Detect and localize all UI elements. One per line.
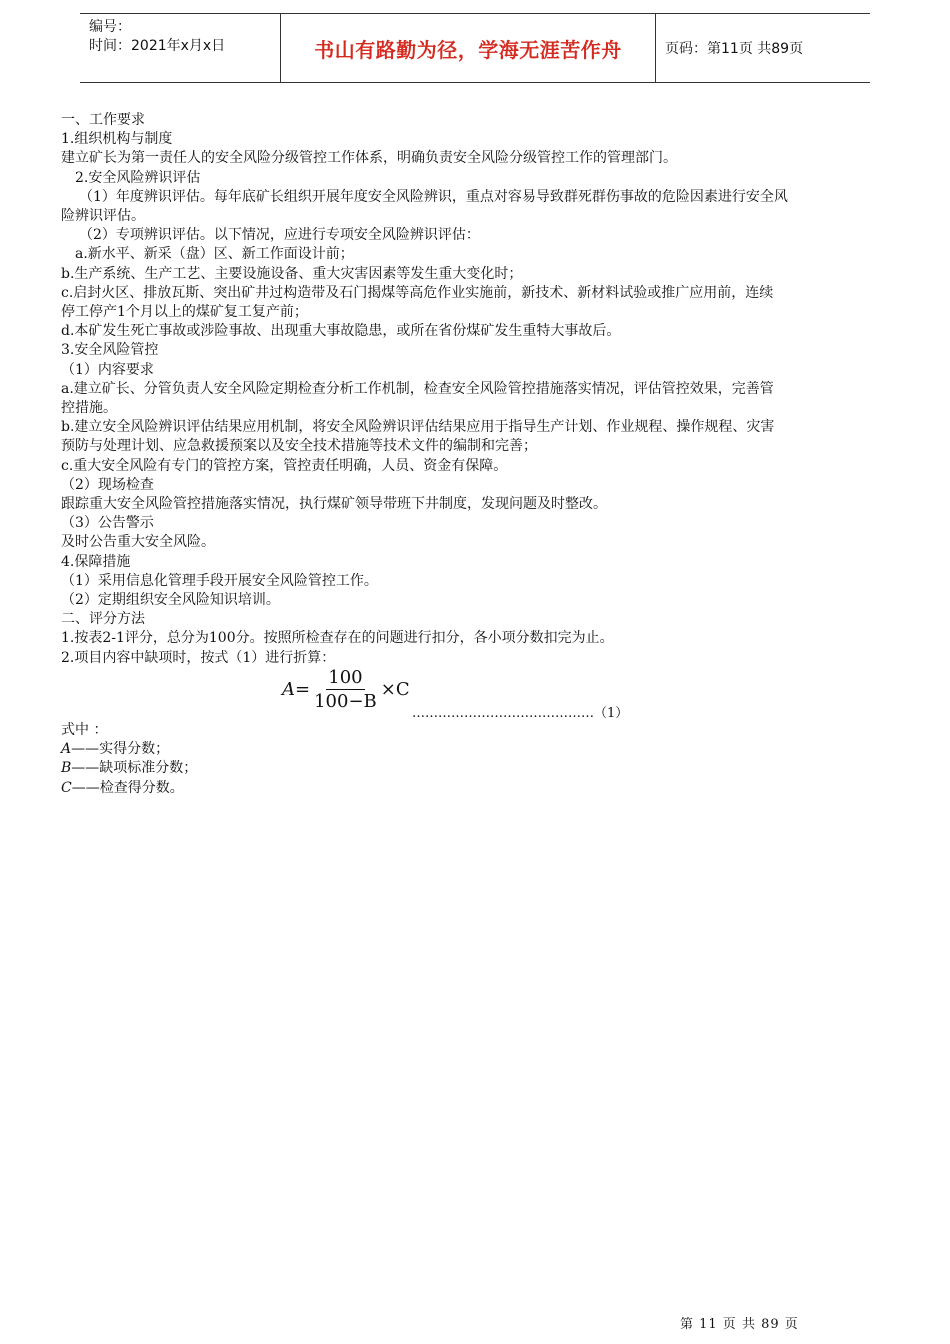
list-item-continued: 预防与处理计划、应急救援预案以及安全技术措施等技术文件的编制和完善； <box>61 438 537 455</box>
formula-times: ×C <box>380 679 410 700</box>
list-item: b.生产系统、生产工艺、主要设施设备、重大灾害因素等发生重大变化时； <box>61 265 523 282</box>
list-item: c.重大安全风险有专门的管控方案，管控责任明确，人员、资金有保障。 <box>61 457 508 474</box>
list-item: d.本矿发生死亡事故或涉险事故、出现重大事故隐患，或所在省份煤矿发生重特大事故后。 <box>61 323 621 340</box>
variable-intro: 式中 ： <box>61 722 108 738</box>
variable-definitions <box>61 721 197 798</box>
paragraph: 建立矿长为第一责任人的安全风险分级管控工作体系，明确负责安全风险分级管控工作的管理部门。 <box>61 150 677 167</box>
number-label: 编号： <box>89 19 131 35</box>
list-item-continued: 停工停产1个月以上的煤矿复工复产前； <box>61 304 308 321</box>
list-item: c.启封火区、排放瓦斯、突出矿井过构造带及石门揭煤等高危作业实施前，新技术、新材料试验或推广应用前，连续 <box>61 284 774 301</box>
formula-lhs: A <box>282 679 295 700</box>
formula-number: （1） <box>594 706 629 721</box>
paragraph: 2.项目内容中缺项时，按式（1）进行折算： <box>61 649 336 666</box>
paragraph: 跟踪重大安全风险管控措施落实情况，执行煤矿领导带班下井制度，发现问题及时整改。 <box>61 496 607 513</box>
paragraph-line: （2）专项辨识评估。以下情况，应进行专项安全风险辨识评估： <box>79 227 480 244</box>
item-title: （2）现场检查 <box>61 476 154 493</box>
item-title: （3）公告警示 <box>61 515 154 532</box>
variable-b <box>61 759 197 778</box>
paragraph: 1.按表2-1评分，总分为100分。按照所检查存在的问题进行扣分，各小项分数扣完为止。 <box>61 630 614 647</box>
header-page-label: 页码：第11页 共89页 <box>665 41 804 57</box>
subsection-title: 2.安全风险辨识评估 <box>75 169 201 186</box>
paragraph: 及时公告重大安全风险。 <box>61 534 215 551</box>
var-desc: ——检查得分数。 <box>71 779 184 796</box>
list-item: b.建立安全风险辨识评估结果应用机制，将安全风险辨识评估结果应用于指导生产计划、作业规程、操作规程、灾害 <box>61 419 775 436</box>
paragraph-line: 险辨识评估。 <box>61 208 145 225</box>
list-item-continued: 控措施。 <box>61 400 117 417</box>
formula-denominator: 100−B <box>314 691 377 712</box>
section-title: 一、工作要求 <box>61 112 145 128</box>
var-desc: ——实得分数； <box>71 741 170 758</box>
subsection-title: 1.组织机构与制度 <box>61 131 173 148</box>
var-desc: ——缺项标准分数； <box>71 760 198 777</box>
header-motto: 书山有路勤为径，学海无涯苦作舟 <box>281 14 656 82</box>
item-title: （1）内容要求 <box>61 361 154 378</box>
variable-a <box>61 740 197 759</box>
list-item: （1）采用信息化管理手段开展安全风险管控工作。 <box>61 572 378 589</box>
var-symbol: A <box>61 741 72 758</box>
formula-numerator: 100 <box>328 667 363 688</box>
var-symbol: C <box>61 779 72 796</box>
time-label: 时间：2021年x月x日 <box>89 38 226 54</box>
var-symbol: B <box>61 760 72 777</box>
section-title: 二、评分方法 <box>61 611 145 628</box>
list-item: （2）定期组织安全风险知识培训。 <box>61 592 280 609</box>
formula-leader <box>412 702 628 721</box>
formula-equals: = <box>295 679 311 700</box>
page-footer: 第 11 页 共 89 页 <box>680 1317 799 1332</box>
list-item: a.新水平、新采（盘）区、新工作面设计前； <box>75 246 354 263</box>
subsection-title: 4.保障措施 <box>61 553 131 570</box>
paragraph-line: （1）年度辨识评估。每年底矿长组织开展年度安全风险辨识，重点对容易导致群死群伤事故的危险因素进行安全风 <box>79 188 788 205</box>
formula-dots: …………………………………… <box>412 706 594 721</box>
formula-fraction <box>314 667 377 712</box>
header-meta <box>80 14 281 82</box>
list-item: a.建立矿长、分管负责人安全风险定期检查分析工作机制，检查安全风险管控措施落实情况，评估管控效果，完善管 <box>61 380 774 397</box>
formula <box>282 667 410 712</box>
page-header <box>80 13 870 83</box>
subsection-title: 3.安全风险管控 <box>61 342 159 359</box>
variable-c <box>61 779 197 798</box>
document-body <box>61 111 921 668</box>
